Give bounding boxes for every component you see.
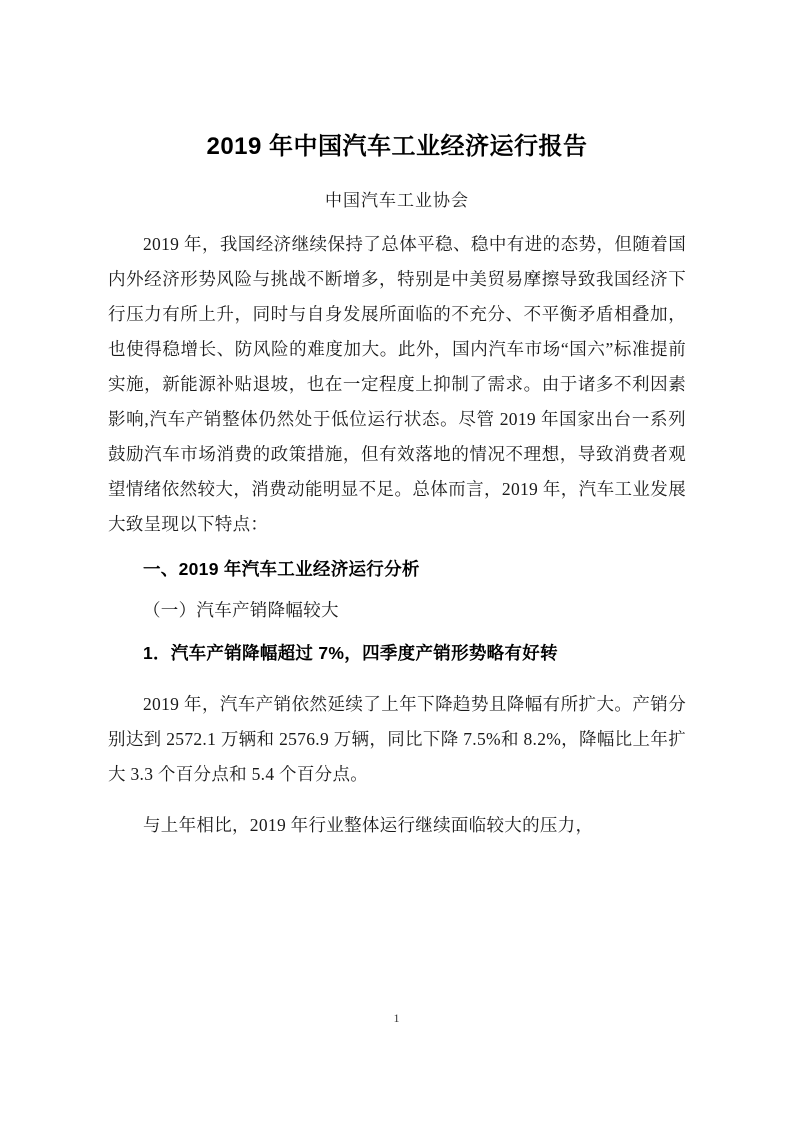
paragraph-production-sales: 2019 年，汽车产销依然延续了上年下降趋势且降幅有所扩大。产销分别达到 2572.1 万辆和 2576.9 万辆，同比下降 7.5%和 8.2%，降幅比上年扩大 3.3 个百分点和 5.4 个百分点。 xyxy=(108,693,686,784)
paragraph-intro: 2019 年，我国经济继续保持了总体平稳、稳中有进的态势，但随着国内外经济形势风险与挑战不断增多，特别是中美贸易摩擦导致我国经济下行压力有所上升，同时与自身发展所面临的不充分、不平衡矛盾相叠加，也使得稳增长、防风险的难度加大。此外，国内汽车市场“国六”标准提前实施，新能源补贴退坡，也在一定程度上抑制了需求。由于诸多不利因素影响,汽车产销整体仍然处于低位运行状态。尽管 2019 年国家出台一系列鼓励汽车市场消费的政策措施，但有效落地的情况不理想，导致消费者观望情绪依然较大，消费动能明显不足。总体而言，2019 年，汽车工业发展大致呈现以下特点： xyxy=(108,233,686,534)
document-content xyxy=(108,108,686,843)
document-author: 中国汽车工业协会 xyxy=(325,190,469,210)
section-heading-1: 一、2019 年汽车工业经济运行分析 xyxy=(143,558,420,579)
paragraph-year-comparison: 与上年相比，2019 年行业整体运行继续面临较大的压力， xyxy=(143,814,594,835)
page-number: 1 xyxy=(393,1011,400,1025)
page-title: 2019 年中国汽车工业经济运行报告 xyxy=(206,133,588,160)
section-heading-2: （一）汽车产销降幅较大 xyxy=(143,599,339,620)
section-heading-3: 1．汽车产销降幅超过 7%，四季度产销形势略有好转 xyxy=(143,642,558,663)
